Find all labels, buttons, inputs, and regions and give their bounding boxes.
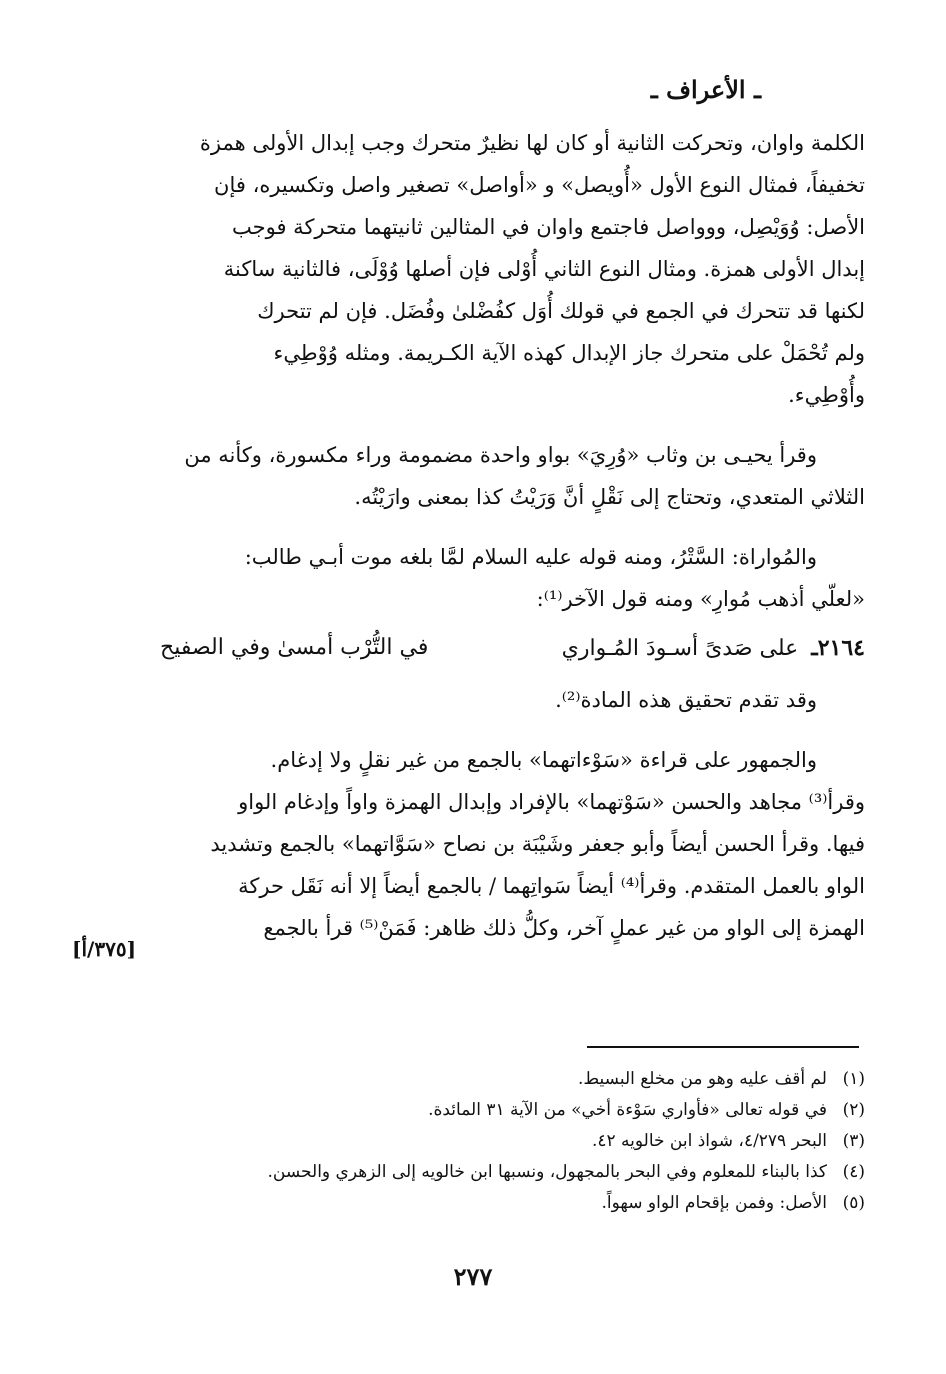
footnote <box>160 1095 865 1126</box>
verse-second-hemistich: في التُّرْب أمسىٰ وفي الصفيح <box>160 635 429 660</box>
text-line: الواو بالعمل المتقدم. وقرأ⁽⁴⁾ أيضاً سَواتِهما / بالجمع أيضاً إلا أنه نَقَل حركة <box>238 874 865 898</box>
text-line: وقرأ يحيـى بن وثاب «وُرِيَ» بواو واحدة مضمومة وراء مكسورة، وكأنه من <box>184 443 817 467</box>
text-line: فيها. وقرأ الحسن أيضاً وأبو جعفر وشَيْبَة بن نصاح «سَوَّاتهما» بالجمع وتشديد <box>210 832 865 856</box>
text-line: الهمزة إلى الواو من غير عملٍ آخر، وكلُّ ذلك ظاهر: فَمَنْ⁽⁵⁾ قرأ بالجمع <box>263 916 865 940</box>
paragraph-3 <box>160 536 865 620</box>
footnote-text: لم أقف عليه وهو من مخلع البسيط. <box>577 1069 827 1089</box>
footnote-text: كذا بالبناء للمعلوم وفي البحر بالمجهول، ونسبها ابن خالويه إلى الزهري والحسن. <box>267 1162 827 1182</box>
paragraph-after-verse <box>160 679 865 721</box>
footnote-text: الأصل: وفمن بإقحام الواو سهواً. <box>601 1193 827 1213</box>
footnote-number: (٥) <box>842 1193 865 1213</box>
footnote <box>160 1188 865 1219</box>
main-text <box>160 122 865 949</box>
text-line: وقد تقدم تحقيق هذه المادة⁽²⁾. <box>555 688 817 712</box>
text-line: إبدال الأولى همزة. ومثال النوع الثاني أُوْلى فإن أصلها وُوْلَى، فالثانية ساكنة <box>223 257 865 281</box>
text-line: الثلاثي المتعدي، وتحتاج إلى نَقْلٍ أنَّ وَرَيْتُ كذا بمعنى وارَيْتُه. <box>354 485 865 509</box>
text-line: الأصل: وُوَيْصِل، ووواصل فاجتمع واوان في المثالين ثانيتهما متحركة فوجب <box>232 215 865 239</box>
running-header: ـ الأعراف ـ <box>650 75 761 104</box>
footnote-number: (٣) <box>842 1131 865 1151</box>
footnote-separator <box>587 1046 859 1048</box>
footnote-number: (٢) <box>842 1100 865 1120</box>
text-line: وقرأ⁽³⁾ مجاهد والحسن «سَوْتهما» بالإفراد وإبدال الهمزة واواً وإدغام الواو <box>238 790 865 814</box>
footnote-number: (٤) <box>842 1162 865 1182</box>
footnote <box>160 1126 865 1157</box>
paragraph-1 <box>160 122 865 416</box>
footnote-text: البحر ٤/٢٧٩، شواذ ابن خالويه ٤٢. <box>591 1131 827 1151</box>
text-line: والجمهور على قراءة «سَوْءاتهما» بالجمع من غير نقلٍ ولا إدغام. <box>270 748 817 772</box>
verse-first-text: على صَدىً أسـودَ المُـواري <box>561 636 799 661</box>
text-line: تخفيفاً، فمثال النوع الأول «أُويصل» و «أواصل» تصغير واصل وتكسيره، فإن <box>214 173 865 197</box>
poetry-verse <box>160 626 865 671</box>
paragraph-2 <box>160 434 865 518</box>
text-line: «لعلّي أذهب مُوارِ» ومنه قول الآخر⁽¹⁾: <box>536 587 865 611</box>
verse-first-hemistich <box>562 626 865 671</box>
text-line: لكنها قد تتحرك في الجمع في قولك أُوَل كفُضْلىٰ وفُضَل. فإن لم تتحرك <box>257 299 865 323</box>
manuscript-folio-reference: [٣٧٥/أ] <box>72 937 137 961</box>
footnote <box>160 1157 865 1188</box>
footnote-text: في قوله تعالى «فأواري سَوْءة أخي» من الآية ٣١ المائدة. <box>428 1100 827 1120</box>
text-line: ولم تُحْمَلْ على متحرك جاز الإبدال كهذه الآية الكـريمة. ومثله وُوْطِيء <box>273 341 865 365</box>
footnote-number: (١) <box>842 1069 865 1089</box>
verse-number: ٢١٦٤ـ <box>811 635 865 661</box>
footnote <box>160 1064 865 1095</box>
text-line: وأُوْطِيء. <box>788 383 865 407</box>
text-line: الكلمة واوان، وتحركت الثانية أو كان لها نظيرٌ متحرك وجب إبدال الأولى همزة <box>199 131 865 155</box>
page-number: ٢٧٧ <box>453 1262 493 1291</box>
paragraph-4 <box>160 739 865 949</box>
footnotes <box>160 1064 865 1219</box>
text-line: والمُواراة: السَّتْرُ، ومنه قوله عليه السلام لمَّا بلغه موت أبـي طالب: <box>244 545 817 569</box>
